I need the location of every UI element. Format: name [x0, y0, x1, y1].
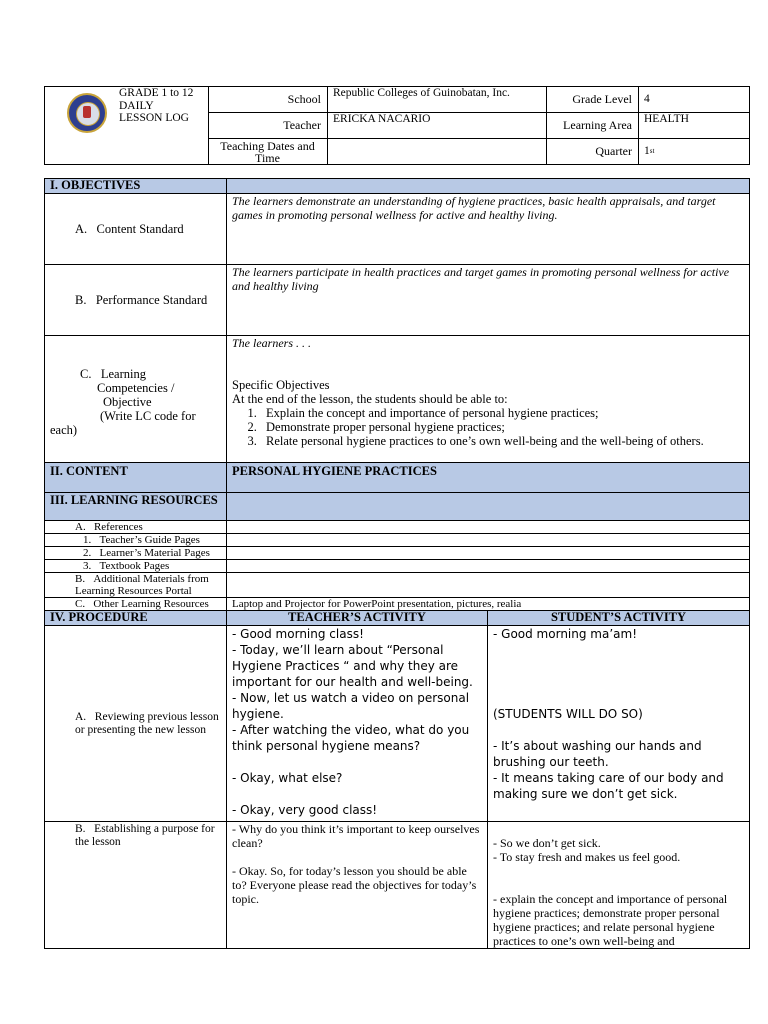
step-b-teacher	[227, 822, 488, 949]
performance-standard-label: B. Performance Standard	[45, 265, 227, 336]
textbook-label: 3. Textbook Pages	[45, 560, 227, 573]
step-a-teacher	[227, 626, 488, 822]
performance-standard-text: The learners participate in health practices and target games in promoting personal wellness for active and healthy living	[227, 265, 750, 336]
objective-item: 2. Demonstrate proper personal hygiene practices;	[260, 420, 744, 434]
procedure-heading: IV. PROCEDURE	[45, 611, 227, 626]
teachers-guide-value	[227, 534, 750, 547]
other-resources-label: C. Other Learning Resources	[45, 598, 227, 611]
competencies-label-line: C. Learning	[80, 367, 146, 381]
competencies-content	[227, 336, 750, 463]
quarter-value	[639, 139, 750, 165]
quarter-number: 1	[644, 145, 650, 157]
school-value: Republic Colleges of Guinobatan, Inc.	[328, 87, 547, 113]
resources-heading: III. LEARNING RESOURCES	[45, 493, 227, 521]
student-line: - It’s about washing our hands and brushing our teeth.	[493, 739, 702, 769]
quarter-suffix: st	[649, 147, 655, 155]
references-label: A. References	[45, 521, 227, 534]
competencies-label-line: Competencies /	[97, 381, 175, 395]
specific-objectives-heading: Specific Objectives	[232, 378, 330, 392]
objectives-heading: I. OBJECTIVES	[45, 179, 227, 194]
student-line: (STUDENTS WILL DO SO)	[493, 707, 643, 721]
teacher-line: - Okay. So, for today’s lesson you should be able to? Everyone please read the objectives for today’s topic.	[232, 864, 477, 906]
specific-objectives-list	[232, 406, 744, 448]
competencies-label-line: each)	[50, 423, 78, 437]
quarter-label: Quarter	[547, 139, 639, 165]
student-line: - So we don’t get sick.	[493, 836, 601, 850]
teaching-dates-value	[328, 139, 547, 165]
student-line: - Good morning ma’am!	[493, 627, 637, 641]
lesson-plan-table	[44, 178, 750, 949]
resources-heading-fill	[227, 493, 750, 521]
teacher-label: Teacher	[209, 113, 328, 139]
teaching-dates-label: Teaching Dates and Time	[209, 139, 328, 165]
additional-materials-label: B. Additional Materials from Learning Resources Portal	[45, 573, 227, 598]
references-value	[227, 521, 750, 534]
lesson-log-header	[44, 86, 750, 165]
learning-area-value: HEALTH	[639, 113, 750, 139]
log-title-line: LESSON LOG	[119, 112, 189, 124]
school-label: School	[209, 87, 328, 113]
step-a-student	[488, 626, 750, 822]
content-value: PERSONAL HYGIENE PRACTICES	[227, 463, 750, 493]
teacher-line: - Now, let us watch a video on personal hygiene.	[232, 691, 470, 721]
step-a-label: A. Reviewing previous lesson or presenting the new lesson	[45, 626, 227, 822]
specific-objectives-intro: At the end of the lesson, the students should be able to:	[232, 392, 508, 406]
teacher-line: - After watching the video, what do you think personal hygiene means?	[232, 723, 470, 753]
log-title	[119, 87, 193, 125]
log-title-line: DAILY	[119, 99, 154, 112]
student-line: - It means taking care of our body and making sure we don’t get sick.	[493, 771, 724, 801]
teacher-line: - Today, we’ll learn about “Personal Hygiene Practices “ and why they are important for our health and well-being.	[232, 643, 473, 689]
competencies-label	[45, 336, 227, 463]
additional-materials-value	[227, 573, 750, 598]
objective-item: 1. Explain the concept and importance of personal hygiene practices;	[260, 406, 744, 420]
grade-level-label: Grade Level	[547, 87, 639, 113]
log-title-line: GRADE 1 to 12	[119, 87, 194, 99]
step-b-student	[488, 822, 750, 949]
teacher-value: ERICKA NACARIO	[328, 113, 547, 139]
textbook-value	[227, 560, 750, 573]
learners-intro: The learners . . .	[232, 336, 311, 350]
teacher-activity-heading: TEACHER’S ACTIVITY	[227, 611, 488, 626]
step-b-label: B. Establishing a purpose for the lesson	[45, 822, 227, 949]
grade-level-value: 4	[639, 87, 750, 113]
teachers-guide-label: 1. Teacher’s Guide Pages	[45, 534, 227, 547]
competencies-label-line: Objective	[103, 395, 152, 409]
teacher-line: - Okay, very good class!	[232, 803, 378, 817]
learners-material-label: 2. Learner’s Material Pages	[45, 547, 227, 560]
objective-item: 3. Relate personal hygiene practices to one’s own well-being and the well-being of others.	[260, 434, 744, 448]
student-line: - explain the concept and importance of personal hygiene practices; demonstrate proper personal hygiene practices; and relate personal hygiene practices to one’s own well-being and	[493, 892, 728, 948]
objectives-heading-fill	[227, 179, 750, 194]
teacher-line: - Good morning class!	[232, 627, 364, 641]
content-standard-label: A. Content Standard	[45, 194, 227, 265]
teacher-line: - Why do you think it’s important to keep ourselves clean?	[232, 822, 480, 850]
competencies-label-line: (Write LC code for	[100, 409, 196, 423]
student-activity-heading: STUDENT’S ACTIVITY	[488, 611, 750, 626]
content-heading: II. CONTENT	[45, 463, 227, 493]
learners-material-value	[227, 547, 750, 560]
deped-seal-icon	[67, 93, 107, 133]
learning-area-label: Learning Area	[547, 113, 639, 139]
teacher-line: - Okay, what else?	[232, 771, 343, 785]
other-resources-value: Laptop and Projector for PowerPoint presentation, pictures, realia	[227, 598, 750, 611]
student-line: - To stay fresh and makes us feel good.	[493, 850, 681, 864]
content-standard-text: The learners demonstrate an understanding of hygiene practices, basic health appraisals, and target games in promoting personal wellness for active and healthy living.	[227, 194, 750, 265]
header-title-cell	[45, 87, 209, 165]
